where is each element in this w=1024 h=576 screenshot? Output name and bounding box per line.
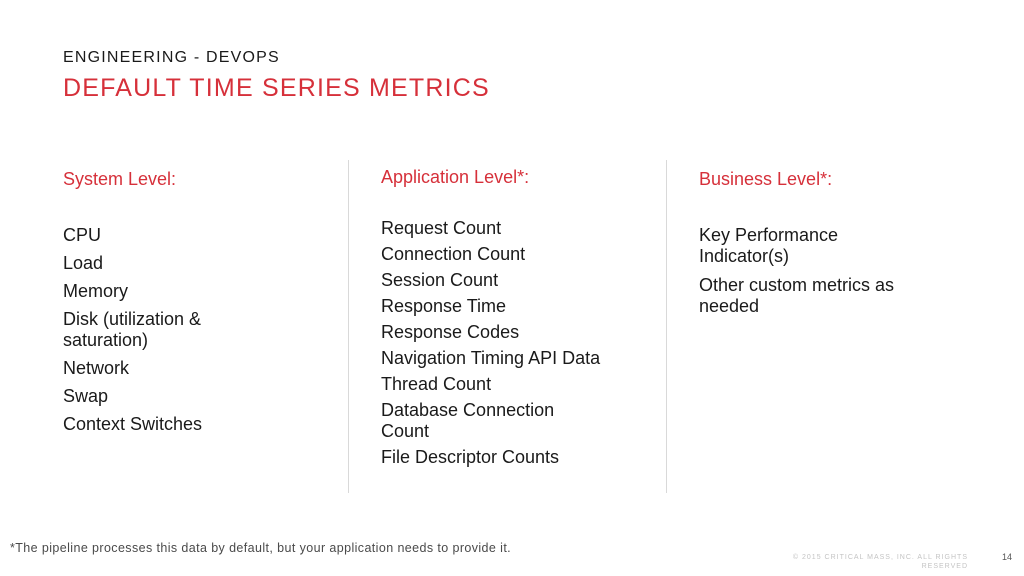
slide-title: DEFAULT TIME SERIES METRICS	[63, 74, 490, 102]
list-item: Thread Count	[381, 374, 492, 394]
list-item: File Descriptor Counts	[381, 447, 560, 467]
metric-list	[63, 225, 313, 435]
metric-list	[381, 218, 651, 468]
column-divider	[666, 160, 667, 493]
list-item: Database Connection Count	[381, 400, 555, 441]
column-application-level	[381, 166, 651, 473]
list-item: Context Switches	[63, 414, 203, 434]
column-business-level	[699, 168, 969, 325]
page-number: 14	[1001, 552, 1012, 562]
list-item: Request Count	[381, 218, 502, 238]
column-divider	[348, 160, 349, 493]
list-item: Network	[63, 358, 130, 378]
slide-eyebrow: ENGINEERING - DEVOPS	[63, 49, 280, 66]
metric-list	[699, 225, 969, 317]
list-item: Load	[63, 253, 104, 273]
column-heading: System Level:	[63, 169, 177, 189]
list-item: Swap	[63, 386, 109, 406]
list-item: Memory	[63, 281, 129, 301]
column-heading: Business Level*:	[699, 169, 833, 189]
list-item: Session Count	[381, 270, 499, 290]
footnote: *The pipeline processes this data by default, but your application needs to provide it.	[10, 541, 512, 555]
copyright-notice: © 2015 CRITICAL MASS, INC. ALL RIGHTS RESERVED	[792, 554, 968, 570]
list-item: Disk (utilization & saturation)	[63, 309, 202, 350]
list-item: CPU	[63, 225, 102, 245]
column-heading: Application Level*:	[381, 167, 530, 187]
list-item: Response Time	[381, 296, 507, 316]
list-item: Other custom metrics as needed	[699, 275, 895, 316]
list-item: Navigation Timing API Data	[381, 348, 601, 368]
list-item: Connection Count	[381, 244, 526, 264]
list-item: Response Codes	[381, 322, 520, 342]
column-system-level	[63, 168, 313, 442]
list-item: Key Performance Indicator(s)	[699, 225, 839, 266]
